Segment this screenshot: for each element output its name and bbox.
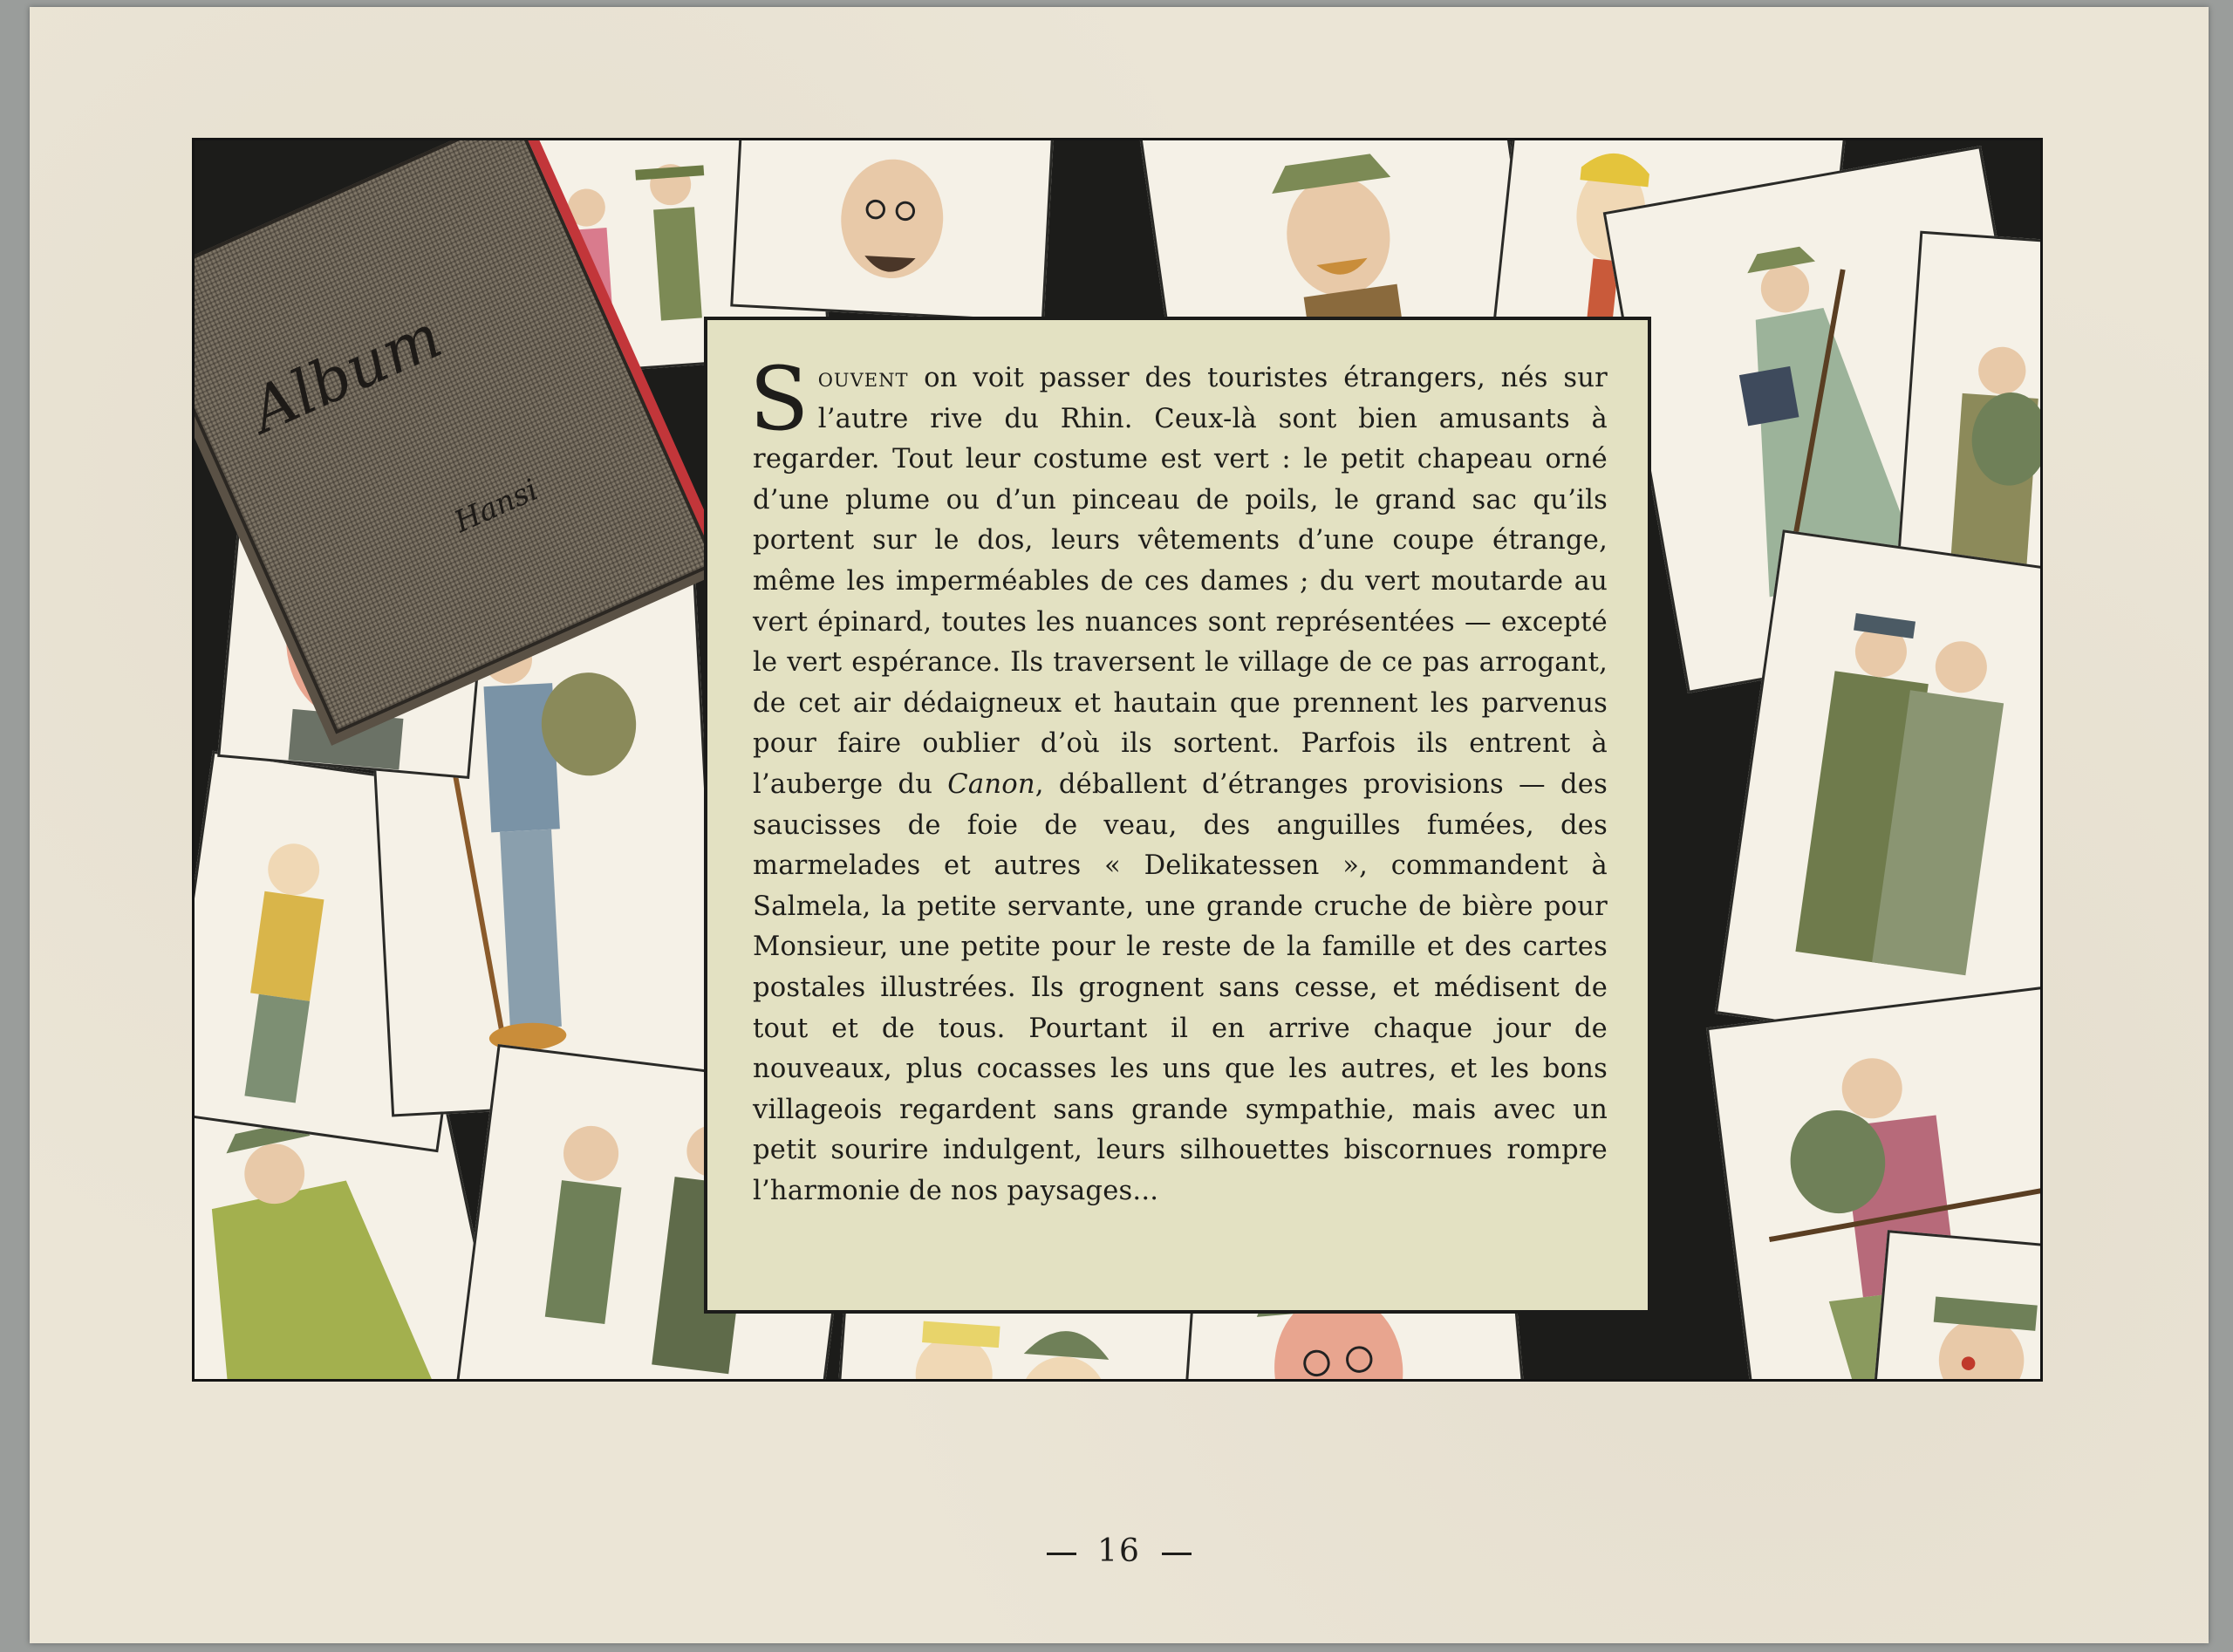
body-paragraph <box>749 348 1608 1212</box>
illustration-plate <box>192 138 2043 1382</box>
album-title: Album <box>240 300 453 447</box>
page-number-value: 16 <box>1097 1533 1141 1569</box>
postcard-top-2 <box>730 138 1055 323</box>
book-page <box>30 7 2209 1643</box>
page-number-dash-left <box>1047 1553 1076 1555</box>
page-number <box>30 1533 2209 1569</box>
body-text-2: , déballent d’étranges provisions — des saucisses de foie de veau, des anguilles fumées, des marmelades et autres « Delikatessen », commandent à Salmela, la petite servante, une grande cruche de bière pour Monsieur, une petite pour le reste de la famille et des cartes postales illustrées. Ils grognent sans cesse, et médisent de tout et de tous. Pourtant il en arrive chaque jour de nouveaux, plus cocasses les uns que les autres, et les bons villageois regardent sans grande sympathie, mais avec un petit sourire indulgent, leurs silhouettes biscornues rompre l’harmonie de nos paysages... <box>753 768 1608 1206</box>
drop-cap: S <box>749 348 809 450</box>
postcard-bottom-right <box>1869 1230 2043 1382</box>
first-word: ouvent <box>817 363 909 393</box>
album-signature: Hansi <box>448 472 543 540</box>
page-number-dash-right <box>1162 1553 1192 1555</box>
text-panel <box>704 317 1651 1314</box>
body-text-1: on voit passer des touristes étrangers, nés sur l’autre rive du Rhin. Ceux-là sont bien amusants à regarder. Tout leur costume est vert : le petit chapeau orné d’une plume ou d’un pinceau de poils, le grand sac qu’ils portent sur le dos, leurs vêtements d’une coupe étrange, même les imperméables de ces dames ; du vert moutarde au vert épinard, toutes les nuances sont représentées — excepté le vert espérance. Ils traversent le village de ce pas arrogant, de cet air dédaigneux et hautain que prennent les parvenus pour faire oublier d’où ils sortent. Parfois ils entrent à l’auberge du <box>753 363 1608 800</box>
body-text-canon: Canon <box>947 768 1035 800</box>
